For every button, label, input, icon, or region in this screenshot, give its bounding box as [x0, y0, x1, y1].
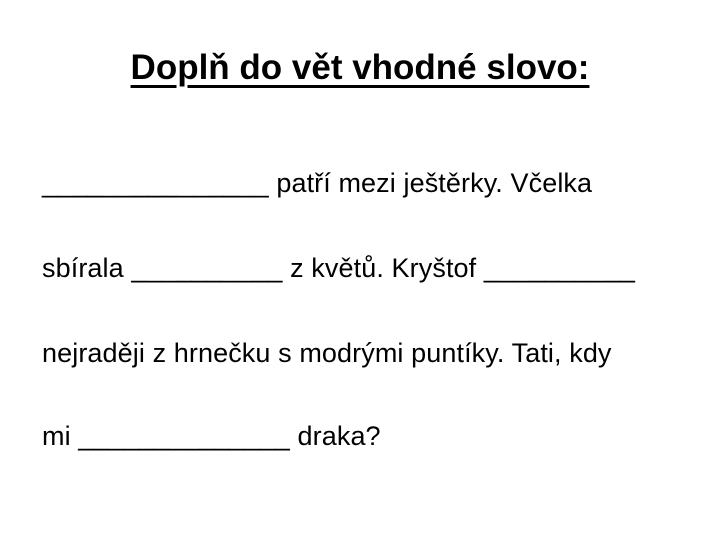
- slide-title: Doplň do vět vhodné slovo:: [130, 48, 590, 87]
- exercise-line-3: nejraději z hrnečku s modrými puntíky. Tati, kdy: [42, 338, 612, 368]
- exercise-line-2: sbírala __________ z květů. Kryštof __________: [42, 253, 636, 283]
- exercise-line-1: _______________ patří mezi ještěrky. Včelka: [42, 168, 593, 198]
- exercise-line-4: mi ______________ draka?: [42, 421, 381, 451]
